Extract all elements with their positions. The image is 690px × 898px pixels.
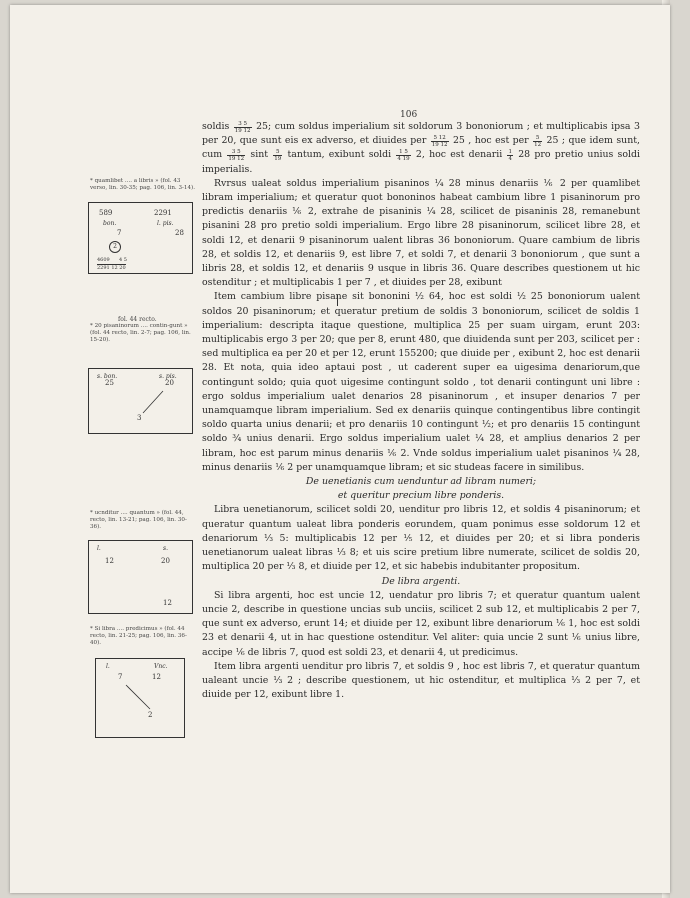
box1-right-num: 28 bbox=[175, 229, 184, 237]
box4-bottom: 2 bbox=[148, 711, 153, 719]
heading-1: De uenetianis cum uenduntur ad libram numeri; bbox=[305, 476, 537, 488]
box2-diagonal bbox=[89, 369, 192, 433]
para-6: Item libra argenti uenditur pro libris 7, et soldis 9 , hoc est libris 7, et queratur quantum ualeant uncie ⅓ 2 ; describe questionem, ut hic ostenditur, et multiplica ⅓ 2 per 7, et diuide per 12, exibunt libre 1. bbox=[202, 660, 640, 701]
calculation-box-1 bbox=[88, 202, 193, 274]
box3-left: 12 bbox=[105, 557, 114, 565]
box1-circled: 2 bbox=[109, 241, 121, 253]
margin-note-3: * ucnditur .... quantum » (fol. 44, recto, lin. 13-21; pag. 106, lin. 30-36). bbox=[90, 510, 187, 530]
box1-bottom: 4609 bbox=[97, 257, 110, 263]
margin-note-4: * Si libra .... predicimus » (fol. 44 recto, lin. 21-25; pag. 106, lin. 36-40). bbox=[90, 626, 187, 646]
heading-3: De libra argenti. bbox=[381, 575, 461, 587]
box4-top-left: 7 bbox=[118, 673, 123, 681]
para-2: Rvrsus ualeat soldus imperialium pisaninos ¼ 28 minus denariis ⅙ 2 per quamlibet libram imperialium; et queratur quot bononinos habeat cambium libre 1 pisaninorum pro predictis denariis ⅙ 2, extrahe de pisaninis ¼ 28, scilicet de pisaninis 28, remanebunt pisanini 28 pro pretio soldi imperialium. Ergo libre 28 pisaninorum, scilicet libre 28, et soldi 12, et denarii 9 pisaninorum ualent libras 36 bononiorum. Quare cambium de libris 28, et soldis 12, et denariis 9, est libre 7, et soldi 7, et denarii 3 bononiorum , que sunt a libris 28, et soldis 12, et denariis 9 usque in libris 36. Quare describes questionem ut hic ostenditur ; et multiplicabis 1 per 7 , et diuides per 28, exibunt bbox=[202, 177, 640, 289]
calculation-box-3 bbox=[88, 540, 193, 614]
margin-note-1: * quamlibet .... a libris » (fol. 43 verso, lin. 30-35; pag. 106, lin. 3-14). bbox=[90, 178, 196, 191]
box1-bottom-den: 2291 12 20 bbox=[97, 265, 126, 271]
box1-mid-left: 7 bbox=[117, 229, 122, 237]
box3-label-left: l. bbox=[97, 545, 101, 552]
para-3: Item cambium libre pisane sit bononini ½ 64, hoc est soldi ½ 25 bononiorum ualent soldos 20 pisaninorum; et queratur pretium de soldis 3 bononiorum, scilicet de soldis 1 imperialium: descripta itaque questione, multiplica 25 per suam uirgam, erunt 203: multiplicabis ergo 3 per 20; que per 8, erunt 480, que diuidenda sunt per 203, scilicet per : sed multiplica ea per 20 et per 12, erunt 155200; que diuide per , exibunt 2, hoc est denarii 28. Et nota, quia ideo aptaui post , ut caderent super ea uigesima denariorum,que contingunt soldo; quia quot uigesime contingunt soldo , tot denarii contingunt uni libre : ergo soldus imperialium ualet denarios 28 pisaninorum , et insuper denarios 7 per unamquamque libram imperialium. Sed ex denariis quinque contingentibus libre contingit soldo quarta unius denarii; et pro denariis 10 contingunt ½; et pro denariis 15 contingunt soldo ¾ unius denarii. Ergo soldus imperialium ualet ¼ 28, et amplius denarios 2 per libram, hoc est parum minus denariis ⅙ 2. Vnde soldus imperialium ualet pisaninos ¼ 28, minus denariis ⅙ 2 per unamquamque libram; et sic studeas facere in similibus. bbox=[202, 291, 640, 473]
para-1: soldis $\frac{3 5}{19 12}$ 25; cum soldus imperialium sit soldorum 3 bononiorum ; et multiplicabis ipsa 3 per 20, que sunt eis ex adverso, et diuides per $\frac{5 12}{19 12}$ 25 , hoc est per $\frac{5}{12}$ 25 ; que idem sunt, cum $\frac{3 5}{19 12}$ sint $\frac{5}{19}$ tantum, exibunt soldi $\frac{1 5}{4 19}$ 2, hoc est denarii $\frac{1}{4}$ 28 pro pretio unius soldi imperialis. bbox=[202, 121, 641, 175]
box4-label-left: l. bbox=[106, 663, 110, 670]
page-number: 106 bbox=[400, 110, 418, 120]
box4-diagonal bbox=[96, 659, 184, 737]
box2-bottom: 3 bbox=[137, 414, 142, 422]
box1-bottom-tail: 4 5 bbox=[119, 257, 127, 263]
box2-label-left: s. bon. bbox=[97, 373, 118, 380]
box2-left: 25 bbox=[105, 379, 114, 387]
box4-top-right: 12 bbox=[152, 673, 161, 681]
box1-top-left: 589 bbox=[99, 209, 113, 217]
calculation-box-2 bbox=[88, 368, 193, 434]
para-4: Libra uenetianorum, scilicet soldi 20, uenditur pro libris 12, et soldis 4 pisaninorum; et queratur quantum ualeat libra ponderis eorundem, quam ponimus esse soldorum 12 et denariorum ⅓ 5: multiplicabis 12 per ⅕ 12, et diuides per 20; et si libra ponderis uenetianorum ualeat libras ⅓ 8; et uis scire pretium libre numerate, scilicet de soldis 20, multiplica 20 per ⅓ 8, et diuide per 12, et sic habebis indubitanter propositum. bbox=[202, 504, 640, 573]
box1-label-left: bon. bbox=[103, 220, 117, 227]
margin-note-2: * 20 pisaninorum .... contin-gunt » (fol. 44 recto, lin. 2-7; pag. 106, lin. 15-20). bbox=[90, 323, 191, 343]
box4-label-right: Vnc. bbox=[154, 663, 168, 670]
box3-bottom: 12 bbox=[163, 599, 172, 607]
box1-top-right: 2291 bbox=[154, 209, 172, 217]
box2-label-right: s. pis. bbox=[159, 373, 177, 380]
box3-label-right: s. bbox=[163, 545, 168, 552]
folio-note: fol. 44 recto. bbox=[118, 316, 157, 323]
para-5: Si libra argenti, hoc est uncie 12, uendatur pro libris 7; et queratur quantum ualent uncie 2, describe in questione uncias sub unciis, scilicet 2 sub 12, et multiplicabis 2 per 7, que sunt ex adverso, erunt 14; et diuide per 12, exibunt libre denariorum ⅙ 1, hoc est soldi 23 et denarii 4, ut in hac questione ostenditur. Vel aliter: quia uncie 2 sunt ⅙ unius libre, accipe ⅙ de libris 7, quod est soldi 23, et denarii 4, ut predicimus. bbox=[202, 589, 640, 658]
heading-2: et queritur precium libre ponderis. bbox=[337, 490, 505, 502]
box1-label-right: l. pis. bbox=[157, 220, 174, 227]
box3-right: 20 bbox=[161, 557, 170, 565]
box2-right: 20 bbox=[165, 379, 174, 387]
calculation-box-4 bbox=[95, 658, 185, 738]
main-text bbox=[202, 120, 640, 702]
